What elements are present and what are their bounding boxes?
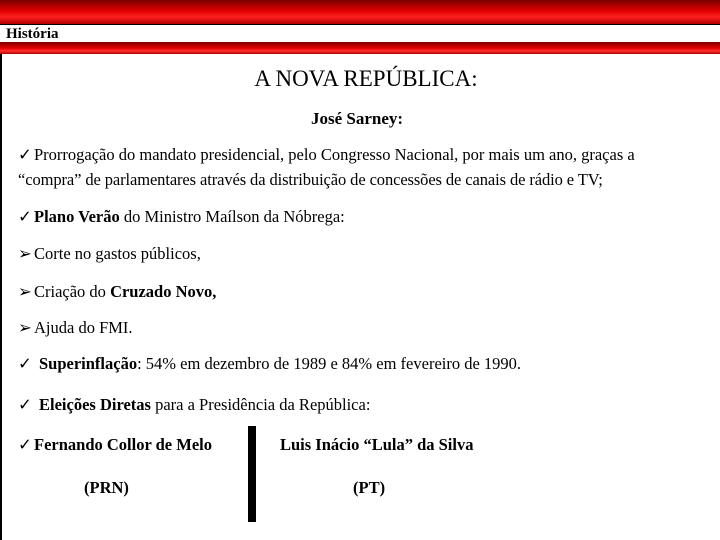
- vertical-divider: [248, 426, 256, 522]
- bullet-superinflacao: [18, 352, 521, 376]
- prorrogacao-text-cont: “compra” de parlamentares através da distribuição de concessões de canais de rádio e TV;: [18, 170, 603, 189]
- top-red-bar: [0, 0, 720, 24]
- candidate-left-party: (PRN): [84, 478, 129, 497]
- corte-text: Corte no gastos públicos,: [34, 244, 201, 263]
- prorrogacao-text: Prorrogação do mandato presidencial, pelo Congresso Nacional, por mais um ano, graças a: [34, 145, 635, 164]
- checkmark-icon: ✓: [18, 354, 32, 373]
- header-band: [0, 24, 720, 43]
- checkmark-icon: ✓: [18, 435, 32, 454]
- bullet-plano-verao: [18, 205, 345, 229]
- bullet-prorrogacao-line1: [18, 143, 635, 167]
- bullet-ajuda: [18, 316, 133, 340]
- checkmark-icon: ✓: [18, 207, 32, 226]
- bullet-eleicoes: [18, 393, 370, 417]
- superinflacao-label: Superinflação: [39, 354, 138, 373]
- candidate-right-party: (PT): [353, 478, 386, 497]
- eleicoes-text: para a Presidência da República:: [150, 395, 371, 414]
- second-red-bar: [0, 42, 720, 54]
- checkmark-icon: ✓: [18, 145, 32, 164]
- superinflacao-text: : 54% em dezembro de 1989 e 84% em fevereiro de 1990.: [137, 354, 522, 373]
- slide-title: A NOVA REPÚBLICA:: [254, 66, 478, 91]
- cruzado-novo-label: Cruzado Novo,: [110, 282, 217, 301]
- criacao-text: Criação do: [34, 282, 111, 301]
- candidate-right-name: Luis Inácio “Lula” da Silva: [280, 435, 474, 454]
- plano-verao-text: do Ministro Maílson da Nóbrega:: [119, 207, 345, 226]
- checkmark-icon: ✓: [18, 395, 32, 414]
- bullet-criacao: [18, 280, 216, 304]
- plano-verao-label: Plano Verão: [34, 207, 120, 226]
- eleicoes-label: Eleições Diretas: [39, 395, 151, 414]
- header-label: História: [6, 26, 59, 42]
- collor-name: Fernando Collor de Melo: [34, 435, 212, 454]
- arrow-bullet-icon: ➢: [18, 244, 32, 263]
- bullet-prorrogacao-line2: [18, 168, 603, 192]
- arrow-bullet-icon: ➢: [18, 318, 32, 337]
- bullet-corte: [18, 242, 201, 266]
- arrow-bullet-icon: ➢: [18, 282, 32, 301]
- slide-subtitle: José Sarney:: [310, 109, 404, 128]
- ajuda-text: Ajuda do FMI.: [34, 318, 133, 337]
- candidate-left-name: [18, 433, 212, 457]
